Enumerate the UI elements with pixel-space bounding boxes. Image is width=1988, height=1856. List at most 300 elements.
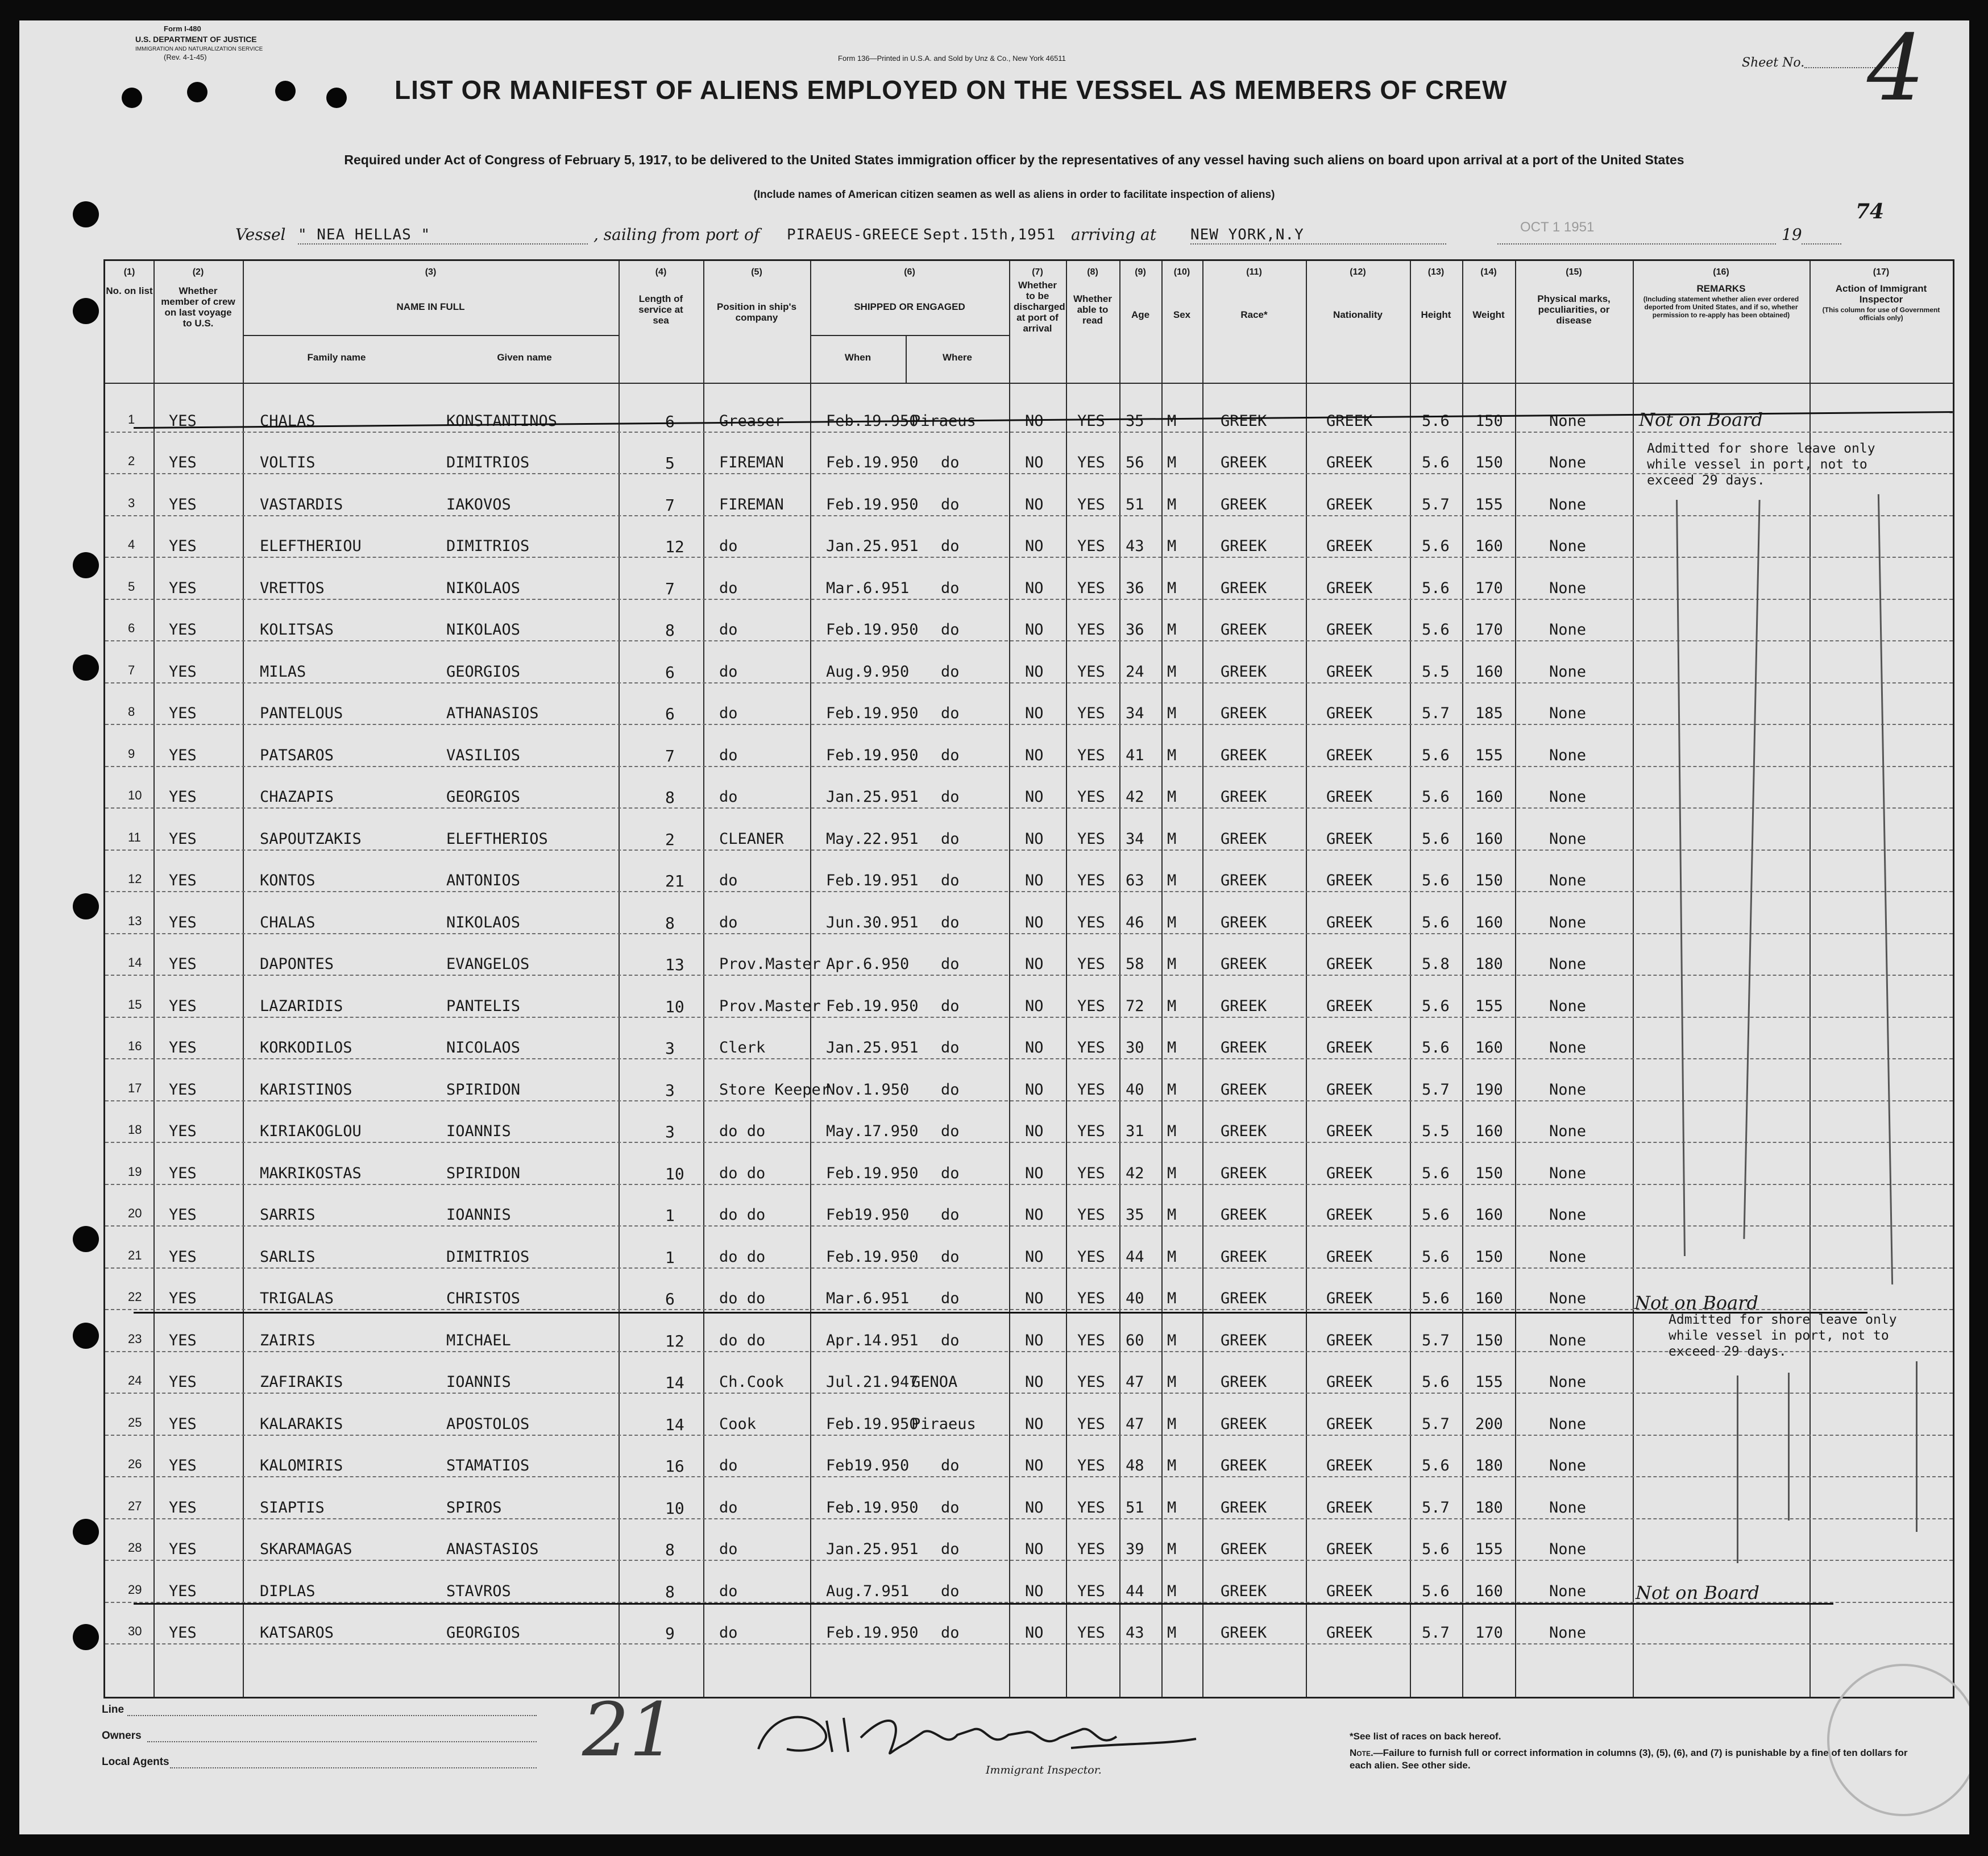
- family-name-cell: SIAPTIS: [260, 1498, 325, 1517]
- service-length-cell: 1: [665, 1248, 675, 1267]
- able-to-read-cell: YES: [1077, 788, 1105, 806]
- discharged-cell: NO: [1025, 1624, 1044, 1642]
- age-cell: 39: [1126, 1540, 1144, 1558]
- discharged-cell: NO: [1025, 913, 1044, 931]
- printer-line: Form 136—Printed in U.S.A. and Sold by Unz & Co., New York 46511: [838, 54, 1066, 63]
- crew-member-cell: YES: [169, 454, 197, 471]
- punch-hole: [73, 1226, 99, 1252]
- nationality-cell: GREEK: [1326, 1206, 1373, 1224]
- discharged-cell: NO: [1025, 1373, 1044, 1391]
- family-name-cell: SKARAMAGAS: [260, 1540, 352, 1558]
- table-row: [105, 1360, 1953, 1402]
- race-cell: GREEK: [1221, 1457, 1267, 1474]
- sex-cell: M: [1167, 1331, 1177, 1349]
- given-name-cell: SPIROS: [446, 1498, 502, 1517]
- col-4-header: (4) Length of service at sea: [638, 267, 683, 326]
- race-cell: GREEK: [1221, 662, 1267, 681]
- position-cell: do do: [719, 1290, 766, 1307]
- table-row: [105, 817, 1953, 859]
- sex-cell: M: [1167, 1290, 1177, 1307]
- crew-member-cell: YES: [169, 1373, 197, 1391]
- table-row: [105, 1485, 1953, 1527]
- able-to-read-cell: YES: [1077, 1624, 1105, 1642]
- position-cell: do: [719, 788, 738, 806]
- local-agents-label: Local Agents: [102, 1756, 169, 1768]
- weight-cell: 160: [1475, 1290, 1503, 1307]
- sex-cell: M: [1167, 705, 1177, 722]
- row-number: 21: [128, 1248, 142, 1262]
- height-cell: 5.7: [1422, 1080, 1450, 1099]
- given-name-header: Given name: [497, 352, 552, 363]
- family-name-cell: PATSAROS: [260, 746, 334, 764]
- height-cell: 5.6: [1422, 1373, 1450, 1391]
- physical-marks-cell: None: [1549, 579, 1587, 597]
- shipped-where-cell: do: [941, 1206, 960, 1224]
- family-name-cell: ELEFTHERIOU: [260, 537, 362, 555]
- service-length-cell: 14: [665, 1415, 684, 1434]
- height-cell: 5.7: [1422, 705, 1450, 722]
- position-cell: Cook: [719, 1415, 757, 1433]
- height-cell: 5.6: [1422, 746, 1450, 764]
- owners-label: Owners: [102, 1730, 142, 1742]
- shipped-where-cell: do: [941, 1164, 960, 1182]
- sheet-label: Sheet No.: [1742, 56, 1805, 70]
- crew-member-cell: YES: [169, 1206, 197, 1224]
- race-cell: GREEK: [1221, 872, 1267, 889]
- given-name-cell: GEORGIOS: [446, 788, 521, 806]
- given-name-cell: NIKOLAOS: [446, 579, 521, 597]
- height-cell: 5.6: [1422, 1248, 1450, 1266]
- service-length-cell: 12: [665, 537, 684, 556]
- height-cell: 5.7: [1422, 495, 1450, 513]
- shipped-where-cell: do: [941, 913, 960, 931]
- race-cell: GREEK: [1221, 705, 1267, 722]
- position-cell: Prov.Master: [719, 997, 821, 1015]
- position-cell: CLEANER: [719, 830, 784, 848]
- race-cell: GREEK: [1221, 1373, 1267, 1391]
- not-on-board-note-3: Not on Board: [1636, 1582, 1759, 1604]
- sheet-number: 4: [1867, 20, 1925, 121]
- weight-cell: 160: [1475, 1206, 1503, 1224]
- discharged-cell: NO: [1025, 788, 1044, 806]
- height-cell: 5.6: [1422, 412, 1450, 430]
- weight-cell: 160: [1475, 1039, 1503, 1057]
- able-to-read-cell: YES: [1077, 997, 1105, 1015]
- position-cell: Greaser: [719, 412, 784, 430]
- able-to-read-cell: YES: [1077, 1206, 1105, 1224]
- sex-cell: M: [1167, 746, 1177, 764]
- able-to-read-cell: YES: [1077, 1039, 1105, 1057]
- sex-cell: M: [1167, 537, 1177, 555]
- shipped-where-cell: do: [941, 997, 960, 1015]
- family-name-cell: LAZARIDIS: [260, 997, 343, 1015]
- shipped-when-cell: May.22.951: [826, 830, 919, 848]
- table-row: [105, 1109, 1953, 1151]
- discharged-cell: NO: [1025, 1331, 1044, 1349]
- col-2-header: (2) Whether member of crew on last voyage to U.S.: [161, 267, 235, 329]
- arriving-label: arriving at: [1071, 225, 1156, 244]
- discharged-cell: NO: [1025, 1415, 1044, 1433]
- service-length-cell: 6: [665, 662, 675, 682]
- nationality-cell: GREEK: [1326, 495, 1373, 513]
- age-cell: 30: [1126, 1039, 1144, 1057]
- physical-marks-cell: None: [1549, 662, 1587, 681]
- service-length-cell: 7: [665, 495, 675, 515]
- service-length-cell: 10: [665, 1164, 684, 1183]
- punch-hole: [73, 1624, 99, 1650]
- row-number: 12: [128, 872, 142, 886]
- where-header: Where: [943, 352, 972, 363]
- crew-member-cell: YES: [169, 1624, 197, 1642]
- discharged-cell: NO: [1025, 705, 1044, 722]
- crew-member-cell: YES: [169, 955, 197, 973]
- strike-line-row-22: [134, 1312, 1867, 1314]
- race-note: *See list of races on back hereof.: [1350, 1731, 1501, 1742]
- family-name-cell: CHALAS: [260, 412, 316, 430]
- crew-member-cell: YES: [169, 997, 197, 1015]
- shipped-when-cell: Feb.19.950: [826, 454, 919, 471]
- shipped-when-cell: Feb.19.950: [826, 705, 919, 722]
- height-cell: 5.6: [1422, 1039, 1450, 1057]
- shipped-where-cell: do: [941, 705, 960, 722]
- able-to-read-cell: YES: [1077, 1122, 1105, 1140]
- crew-member-cell: YES: [169, 495, 197, 513]
- shore-leave-remark-1: Admitted for shore leave only while vessel in port, not to exceed 29 days.: [1647, 441, 1875, 488]
- discharged-cell: NO: [1025, 1457, 1044, 1474]
- race-cell: GREEK: [1221, 621, 1267, 639]
- departure-port: PIRAEUS-GREECE: [787, 226, 920, 243]
- able-to-read-cell: YES: [1077, 746, 1105, 764]
- family-name-cell: MAKRIKOSTAS: [260, 1164, 362, 1182]
- height-cell: 5.6: [1422, 537, 1450, 555]
- nationality-cell: GREEK: [1326, 1248, 1373, 1266]
- race-cell: GREEK: [1221, 913, 1267, 931]
- crew-member-cell: YES: [169, 830, 197, 848]
- discharged-cell: NO: [1025, 1122, 1044, 1140]
- service-length-cell: 9: [665, 1624, 675, 1643]
- discharged-cell: NO: [1025, 997, 1044, 1015]
- able-to-read-cell: YES: [1077, 1582, 1105, 1600]
- shipped-when-cell: Feb.19.950: [826, 412, 919, 430]
- punch-hole: [73, 893, 99, 919]
- weight-cell: 150: [1475, 454, 1503, 471]
- not-on-board-note-2: Not on Board: [1634, 1292, 1758, 1314]
- crew-member-cell: YES: [169, 1290, 197, 1307]
- race-cell: GREEK: [1221, 1122, 1267, 1140]
- table-row: [105, 942, 1953, 984]
- shipped-when-cell: Feb.19.950: [826, 1624, 919, 1642]
- inspector-label: Immigrant Inspector.: [986, 1764, 1102, 1776]
- physical-marks-cell: None: [1549, 1582, 1587, 1600]
- physical-marks-cell: None: [1549, 1457, 1587, 1474]
- line-fill: [127, 1715, 537, 1716]
- nationality-cell: GREEK: [1326, 1164, 1373, 1182]
- table-row: [105, 608, 1953, 650]
- shipped-where-cell: do: [941, 1080, 960, 1099]
- given-name-cell: DIMITRIOS: [446, 537, 530, 555]
- age-cell: 35: [1126, 412, 1144, 430]
- sex-cell: M: [1167, 913, 1177, 931]
- age-cell: 44: [1126, 1582, 1144, 1600]
- weight-cell: 200: [1475, 1415, 1503, 1433]
- service-length-cell: 2: [665, 830, 675, 849]
- row-number: 1: [128, 412, 135, 426]
- position-cell: do: [719, 579, 738, 597]
- age-cell: 72: [1126, 997, 1144, 1015]
- height-cell: 5.6: [1422, 621, 1450, 639]
- race-cell: GREEK: [1221, 1248, 1267, 1266]
- table-row: [105, 1067, 1953, 1109]
- shipped-where-cell: do: [941, 579, 960, 597]
- age-cell: 42: [1126, 1164, 1144, 1182]
- strike-line-row-29: [134, 1603, 1833, 1605]
- service-length-cell: 10: [665, 997, 684, 1016]
- race-cell: GREEK: [1221, 1290, 1267, 1307]
- table-row: [105, 1444, 1953, 1486]
- family-name-cell: TRIGALAS: [260, 1290, 334, 1307]
- position-cell: do do: [719, 1122, 766, 1140]
- shipped-when-cell: Jan.25.951: [826, 788, 919, 806]
- able-to-read-cell: YES: [1077, 1164, 1105, 1182]
- discharged-cell: NO: [1025, 1164, 1044, 1182]
- service-length-cell: 7: [665, 579, 675, 598]
- row-number: 9: [128, 746, 135, 761]
- shipped-where-cell: do: [941, 1248, 960, 1266]
- when-header: When: [844, 352, 871, 363]
- seal-stamp: [1827, 1664, 1969, 1816]
- vessel-label: Vessel: [235, 225, 286, 244]
- height-cell: 5.6: [1422, 1582, 1450, 1600]
- discharged-cell: NO: [1025, 1498, 1044, 1517]
- col-9-header: (9) Age: [1131, 267, 1150, 320]
- able-to-read-cell: YES: [1077, 1290, 1105, 1307]
- weight-cell: 155: [1475, 1540, 1503, 1558]
- local-agents-fill: [170, 1767, 537, 1768]
- race-cell: GREEK: [1221, 955, 1267, 973]
- service-length-cell: 10: [665, 1498, 684, 1518]
- nationality-cell: GREEK: [1326, 997, 1373, 1015]
- given-name-cell: SPIRIDON: [446, 1164, 521, 1182]
- crew-member-cell: YES: [169, 621, 197, 639]
- able-to-read-cell: YES: [1077, 1248, 1105, 1266]
- race-cell: GREEK: [1221, 579, 1267, 597]
- weight-cell: 150: [1475, 1164, 1503, 1182]
- table-row: [105, 524, 1953, 566]
- col-14-header: (14) Weight: [1472, 267, 1505, 320]
- discharged-cell: NO: [1025, 579, 1044, 597]
- age-cell: 34: [1126, 830, 1144, 848]
- physical-marks-cell: None: [1549, 1415, 1587, 1433]
- nationality-cell: GREEK: [1326, 1624, 1373, 1642]
- sex-cell: M: [1167, 454, 1177, 471]
- able-to-read-cell: YES: [1077, 1331, 1105, 1349]
- crew-member-cell: YES: [169, 1039, 197, 1057]
- punch-hole: [326, 88, 347, 108]
- sex-cell: M: [1167, 1248, 1177, 1266]
- position-cell: do: [719, 705, 738, 722]
- race-cell: GREEK: [1221, 1624, 1267, 1642]
- age-cell: 51: [1126, 1498, 1144, 1517]
- row-number: 2: [128, 454, 135, 468]
- row-number: 14: [128, 955, 142, 970]
- service-length-cell: 8: [665, 1540, 675, 1559]
- shipped-when-cell: Jun.30.951: [826, 913, 919, 931]
- height-cell: 5.6: [1422, 788, 1450, 806]
- crew-member-cell: YES: [169, 705, 197, 722]
- page-title: LIST OR MANIFEST OF ALIENS EMPLOYED ON THE VESSEL AS MEMBERS OF CREW: [395, 75, 1508, 105]
- row-number: 20: [128, 1206, 142, 1220]
- crew-member-cell: YES: [169, 1080, 197, 1099]
- row-number: 11: [128, 830, 141, 844]
- col-1-header: (1) No. on list: [106, 267, 153, 296]
- row-number: 18: [128, 1122, 142, 1137]
- physical-marks-cell: None: [1549, 830, 1587, 848]
- margin-number: 74: [1856, 200, 1885, 223]
- race-cell: GREEK: [1221, 1080, 1267, 1099]
- weight-cell: 150: [1475, 1248, 1503, 1266]
- punch-hole: [73, 201, 99, 227]
- family-name-cell: CHALAS: [260, 913, 316, 931]
- crew-member-cell: YES: [169, 746, 197, 764]
- position-cell: do do: [719, 1248, 766, 1266]
- pencil-mark: [1788, 1373, 1790, 1521]
- position-cell: Ch.Cook: [719, 1373, 784, 1391]
- destination-port: NEW YORK,N.Y: [1190, 226, 1446, 245]
- col-15-header: (15) Physical marks, peculiarities, or disease: [1537, 267, 1611, 326]
- shipped-when-cell: Feb.19.950: [826, 1248, 919, 1266]
- nationality-cell: GREEK: [1326, 705, 1373, 722]
- position-cell: do: [719, 1457, 738, 1474]
- age-cell: 58: [1126, 955, 1144, 973]
- col-3-header: (3) NAME IN FULL: [396, 267, 465, 312]
- given-name-cell: ATHANASIOS: [446, 705, 539, 722]
- height-cell: 5.6: [1422, 1206, 1450, 1224]
- table-row: [105, 1151, 1953, 1193]
- shipped-where-cell: do: [941, 1582, 960, 1600]
- table-row: [105, 733, 1953, 775]
- physical-marks-cell: None: [1549, 621, 1587, 639]
- sex-cell: M: [1167, 662, 1177, 681]
- given-name-cell: ANTONIOS: [446, 872, 521, 889]
- nationality-cell: GREEK: [1326, 1039, 1373, 1057]
- departure-date: Sept.15th,1951: [923, 226, 1056, 243]
- row-number: 6: [128, 621, 135, 635]
- height-cell: 5.5: [1422, 662, 1450, 681]
- crew-member-cell: YES: [169, 579, 197, 597]
- sex-cell: M: [1167, 1415, 1177, 1433]
- weight-cell: 150: [1475, 1331, 1503, 1349]
- age-cell: 43: [1126, 537, 1144, 555]
- weight-cell: 160: [1475, 788, 1503, 806]
- age-cell: 46: [1126, 913, 1144, 931]
- discharged-cell: NO: [1025, 495, 1044, 513]
- nationality-cell: GREEK: [1326, 872, 1373, 889]
- crew-member-cell: YES: [169, 1164, 197, 1182]
- row-number: 29: [128, 1582, 142, 1597]
- row-number: 4: [128, 537, 135, 552]
- pencil-mark: [1737, 1376, 1738, 1563]
- height-cell: 5.6: [1422, 1164, 1450, 1182]
- crew-member-cell: YES: [169, 1457, 197, 1474]
- row-number: 8: [128, 705, 135, 719]
- nationality-cell: GREEK: [1326, 1457, 1373, 1474]
- able-to-read-cell: YES: [1077, 830, 1105, 848]
- discharged-cell: NO: [1025, 746, 1044, 764]
- age-cell: 31: [1126, 1122, 1144, 1140]
- position-cell: Prov.Master: [719, 955, 821, 973]
- race-cell: GREEK: [1221, 1582, 1267, 1600]
- discharged-cell: NO: [1025, 1206, 1044, 1224]
- crew-member-cell: YES: [169, 662, 197, 681]
- physical-marks-cell: None: [1549, 454, 1587, 471]
- race-cell: GREEK: [1221, 1206, 1267, 1224]
- vessel-name: " NEA HELLAS ": [298, 226, 588, 245]
- col-16-header: (16) REMARKS (Including statement whether alien ever ordered deported from United States, and if so, whether permission to re-apply has been obtained): [1643, 267, 1799, 319]
- given-name-cell: ANASTASIOS: [446, 1540, 539, 1558]
- table-row: [105, 1026, 1953, 1068]
- position-cell: do do: [719, 1164, 766, 1182]
- sex-cell: M: [1167, 1039, 1177, 1057]
- height-cell: 5.6: [1422, 830, 1450, 848]
- given-name-cell: STAVROS: [446, 1582, 511, 1600]
- position-cell: do do: [719, 1206, 766, 1224]
- crew-member-cell: YES: [169, 1331, 197, 1349]
- discharged-cell: NO: [1025, 454, 1044, 471]
- given-name-cell: DIMITRIOS: [446, 454, 530, 471]
- shipped-where-cell: Piraeus: [911, 412, 976, 430]
- shipped-when-cell: Aug.9.950: [826, 662, 910, 681]
- race-cell: GREEK: [1221, 788, 1267, 806]
- race-cell: GREEK: [1221, 1540, 1267, 1558]
- weight-cell: 170: [1475, 579, 1503, 597]
- given-name-cell: KONSTANTINOS: [446, 412, 558, 430]
- sailing-label: , sailing from port of: [594, 225, 760, 244]
- year-label: 19: [1782, 225, 1802, 244]
- age-cell: 44: [1126, 1248, 1144, 1266]
- weight-cell: 160: [1475, 537, 1503, 555]
- family-name-cell: MILAS: [260, 662, 306, 681]
- sex-cell: M: [1167, 1582, 1177, 1600]
- nationality-cell: GREEK: [1326, 579, 1373, 597]
- service-length-cell: 13: [665, 955, 684, 974]
- given-name-cell: GEORGIOS: [446, 1624, 521, 1642]
- col-12-header: (12) Nationality: [1333, 267, 1383, 320]
- race-cell: GREEK: [1221, 1331, 1267, 1349]
- requirement-text: Required under Act of Congress of February 5, 1917, to be delivered to the United States immigration officer by the representatives of any vessel having such aliens on board upon arrival at a port of the United States: [344, 152, 1684, 167]
- race-cell: GREEK: [1221, 830, 1267, 848]
- physical-marks-cell: None: [1549, 955, 1587, 973]
- race-cell: GREEK: [1221, 495, 1267, 513]
- discharged-cell: NO: [1025, 830, 1044, 848]
- service-length-cell: 6: [665, 705, 675, 723]
- given-name-cell: NIKOLAOS: [446, 913, 521, 931]
- nationality-cell: GREEK: [1326, 913, 1373, 931]
- punch-hole: [187, 82, 207, 102]
- weight-cell: 170: [1475, 621, 1503, 639]
- punch-hole: [73, 1519, 99, 1545]
- shipped-when-cell: Feb.19.950: [826, 1415, 919, 1433]
- given-name-cell: VASILIOS: [446, 746, 521, 764]
- discharged-cell: NO: [1025, 537, 1044, 555]
- revision: (Rev. 4-1-45): [164, 53, 207, 61]
- height-cell: 5.6: [1422, 1540, 1450, 1558]
- able-to-read-cell: YES: [1077, 1498, 1105, 1517]
- discharged-cell: NO: [1025, 955, 1044, 973]
- age-cell: 34: [1126, 705, 1144, 722]
- not-on-board-note-1: Not on Board: [1639, 409, 1763, 430]
- nationality-cell: GREEK: [1326, 621, 1373, 639]
- table-row: [105, 1611, 1953, 1653]
